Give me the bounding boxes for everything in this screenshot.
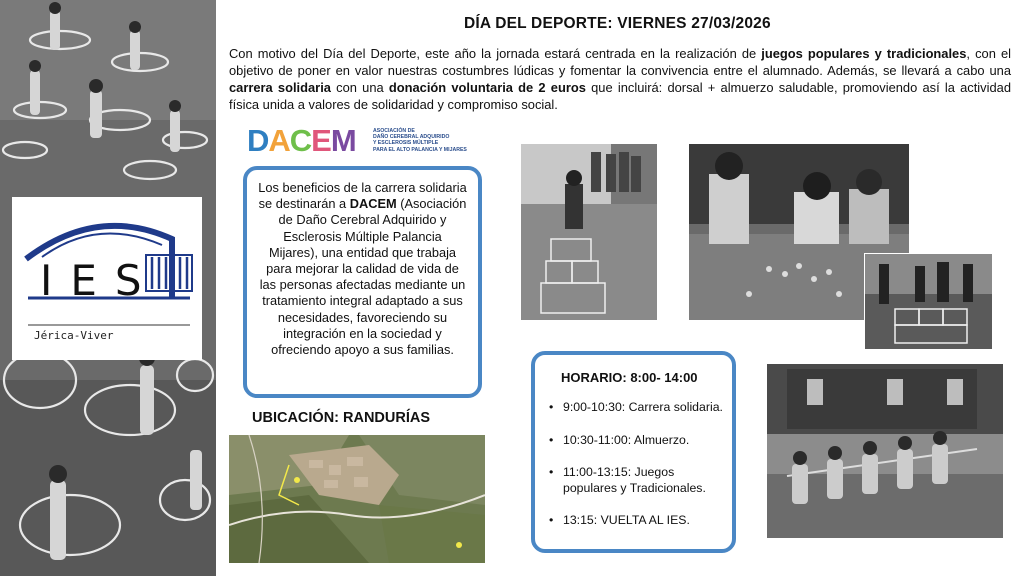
schedule-list	[549, 400, 729, 546]
tug-of-war-photo	[767, 364, 1003, 538]
school-logo	[12, 197, 202, 360]
svg-text:IES: IES	[40, 256, 160, 305]
schedule-item: • 13:15: VUELTA AL IES.	[549, 513, 729, 529]
location-title: UBICACIÓN: RANDURÍAS	[252, 410, 431, 426]
beneficiary-text: Los beneficios de la carrera solidaria se destinarán a DACEM (Asociación de Daño Cerebral Adquirido y Esclerosis Múltiple Palancia Mijares), una entidad que trabaja para mejorar la calidad de vida de las personas afectadas mediante un tratamiento integral adaptado a sus necesidades, favoreciendo su integración en la sociedad y ofreciendo apoyo a sus familias.	[258, 180, 467, 358]
hopscotch-game-photo	[864, 253, 993, 350]
dacem-logo	[247, 124, 482, 160]
location-map	[229, 435, 485, 563]
school-logo-caption: Jérica-Viver	[34, 329, 114, 342]
schedule-title: HORARIO: 8:00- 14:00	[561, 370, 698, 385]
schedule-item: • 10:30-11:00: Almuerzo.	[549, 433, 729, 449]
intro-paragraph: Con motivo del Día del Deporte, este año la jornada estará centrada en la realización de juegos populares y tradicionales, con el objetivo de poner en valor nuestras costumbres lúdicas y fomentar la convivencia entre el alumnado. Además, se llevará a cabo una carrera solidaria con una donación voluntaria de 2 euros que incluirá: dorsal + almuerzo saludable, promoviendo así la actividad física unida a valores de solidaridad y compromiso social.	[229, 46, 1011, 112]
beneficiary-box	[243, 166, 482, 398]
dacem-logo-subtitle: ASOCIACIÓN DE DAÑO CEREBRAL ADQUIRIDO Y ESCLEROSIS MÚLTIPLE PARA EL ALTO PALANCIA Y MIJARES	[373, 128, 467, 153]
schedule-box	[531, 351, 736, 553]
hopscotch-photo	[521, 144, 657, 320]
schedule-item: • 9:00-10:30: Carrera solidaria.	[549, 400, 729, 416]
page-title: DÍA DEL DEPORTE: VIERNES 27/03/2026	[464, 15, 771, 32]
schedule-item: • 11:00-13:15: Juegos populares y Tradicionales.	[549, 465, 729, 496]
dacem-logo-wordmark: DACEM	[247, 123, 356, 158]
